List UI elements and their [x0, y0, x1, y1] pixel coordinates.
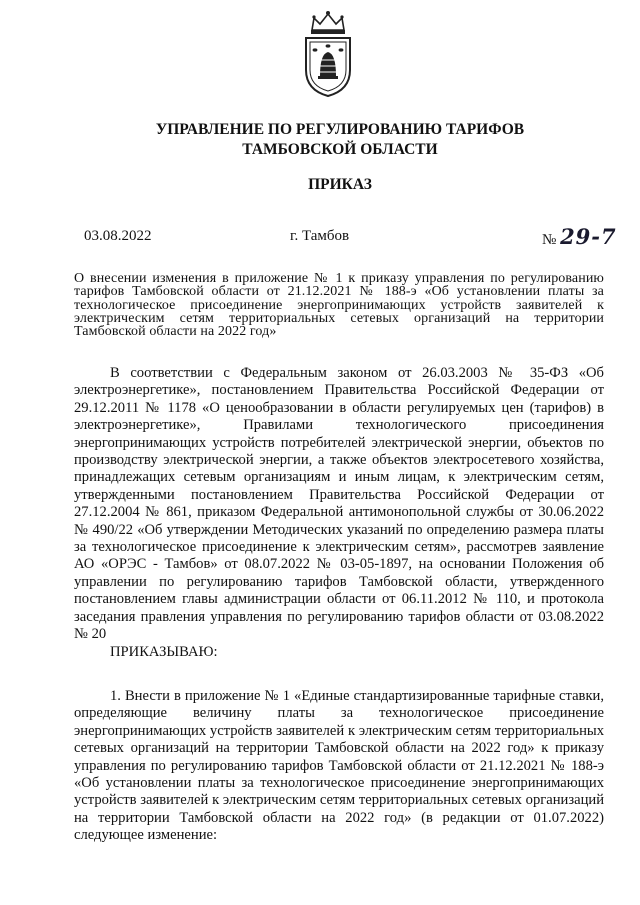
document-subject: О внесении изменения в приложение № 1 к приказу управления по регулированию тарифов Тамбовской области от 21.12.2021 № 188-э «Об установлении платы за технологическое присоединение энергопринимающих устройств заявителей к электрическим сетям территориальных сетевых организаций на территории Тамбовской области на 2022 год»: [74, 271, 604, 340]
order-item-1: 1. Внести в приложение № 1 «Единые стандартизированные тарифные ставки, определяющие величину платы за технологическое присоединение энергопринимающих устройств заявителей к электрическим сетям территориальных сетевых организаций на территории Тамбовской области на 2022 год» к приказу управления по регулированию тарифов Тамбовской области от 21.12.2021 № 188-э «Об установлении платы за технологическое присоединение энергопринимающих устройств заявителей к электрическим сетям территориальных сетевых организаций на территории Тамбовской области на 2022 год» (в редакции от 01.07.2022) следующее изменение:: [74, 688, 604, 844]
organization-title-line1: УПРАВЛЕНИЕ ПО РЕГУЛИРОВАНИЮ ТАРИФОВ: [155, 121, 525, 138]
preamble-text: В соответствии с Федеральным законом от 26.03.2003 № 35-ФЗ «Об электроэнергетике», постановлением Правительства Российской Федерации от 29.12.2011 № 1178 «О ценообразовании в области регулируемых цен (тарифов) в электроэнергетике», Правилами технологического присоединения энергопринимающих устройств потребителей электрической энергии, объектов по производству электрической энергии, а также объектов электросетевого хозяйства, принадлежащих сетевым организациям и иным лицам, к электрическим сетям, утвержденными постановлением Правительства Российской Федерации от 27.12.2004 № 861, приказом Федеральной антимонопольной службы от 30.06.2022 № 490/22 «Об утверждении Методических указаний по определению размера платы за технологическое присоединение к электрическим сетям», рассмотрев заявление АО «ОРЭС - Тамбов» от 08.07.2022 № 03-05-1897, на основании Положения об управлении по регулированию тарифов Тамбовской области, утвержденного постановлением главы администрации области от 06.11.2012 № 110, и протокола заседания правления управления по регулированию тарифов области от 03.08.2022 № 20: [74, 365, 604, 643]
organization-title: [70, 120, 610, 160]
document-number: [542, 224, 617, 249]
number-prefix: №: [542, 232, 557, 248]
preamble-paragraph: [74, 365, 604, 661]
order-word: ПРИКАЗЫВАЮ:: [110, 643, 218, 660]
organization-title-line2: ТАМБОВСКОЙ ОБЛАСТИ: [242, 141, 438, 158]
handwritten-number: 29-7: [560, 224, 617, 249]
document-date: 03.08.2022: [84, 228, 152, 244]
document-city: г. Тамбов: [290, 228, 350, 244]
coat-of-arms-icon: [298, 8, 358, 100]
document-type-title: ПРИКАЗ: [308, 176, 372, 193]
